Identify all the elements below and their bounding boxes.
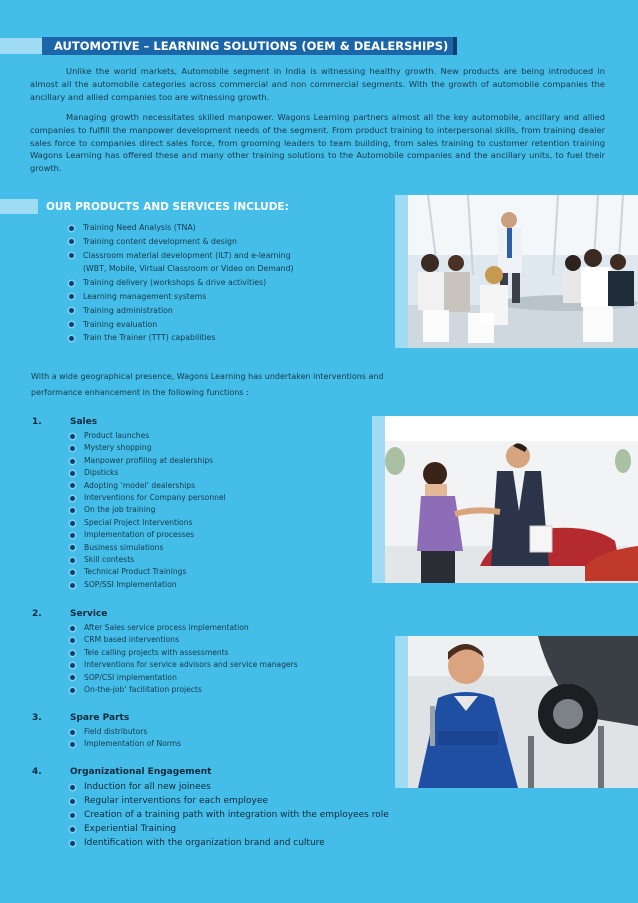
section-title-service: Service xyxy=(70,609,108,619)
spare-parts-list xyxy=(68,726,181,751)
list-item: Mystery shopping xyxy=(68,442,226,454)
list-item: Dipsticks xyxy=(68,467,226,479)
list-item: Manpower profiling at dealerships xyxy=(68,455,226,467)
list-item: Technical Product Trainings xyxy=(68,566,226,578)
list-item: CRM based interventions xyxy=(68,634,298,646)
list-item: Implementation of Norms xyxy=(68,738,181,750)
list-item: Business simulations xyxy=(68,542,226,554)
list-item: Regular interventions for each employee xyxy=(68,794,389,808)
photo-edge-strip xyxy=(395,636,408,788)
page-title: AUTOMOTIVE – LEARNING SOLUTIONS (OEM & DEALERSHIPS) xyxy=(42,37,457,55)
list-item: On the job training xyxy=(68,504,226,516)
section-number: 1. xyxy=(32,417,42,427)
list-item: Implementation of processes xyxy=(68,529,226,541)
list-item: On-the-job’ facilitation projects xyxy=(68,684,298,696)
list-item: SOP/SSI Implementation xyxy=(68,579,226,591)
intro-paragraph-2: Managing growth necessitates skilled manpower. Wagons Learning partners almost all the key automobile, ancillary and allied companies to fulfill the manpower development needs of the segment. From product training to interpersonal skills, from training dealer sales force to companies direct sales force, from grooming leaders to team building, from sales training to customer retention training Wagons Learning has offered these and many other training solutions to the Automobile companies and the ancillary units, to fuel their growth. xyxy=(30,112,605,174)
list-item: Training content development & design xyxy=(67,235,294,249)
intro-paragraph-1: Unlike the world markets, Automobile segment in India is witnessing healthy growth. New products are being introduced in almost all the automobile categories across commercial and non commercial segments. With the growth of automobile companies the ancillary and allied companies too are witnessing growth. xyxy=(30,66,605,102)
list-item: Tele calling projects with assessments xyxy=(68,647,298,659)
service-list xyxy=(68,622,298,696)
list-item: Interventions for service advisors and service managers xyxy=(68,659,298,671)
list-item: After Sales service process implementation xyxy=(68,622,298,634)
list-item: Creation of a training path with integration with the employees role xyxy=(68,808,389,822)
list-item: Adopting ‘model’ dealerships xyxy=(68,480,226,492)
presence-line-2: performance enhancement in the following functions : xyxy=(31,388,249,397)
list-item: SOP/CSI implementation xyxy=(68,672,298,684)
list-item: Experiential Training xyxy=(68,822,389,836)
list-item: Special Project Interventions xyxy=(68,517,226,529)
list-item: Identification with the organization brand and culture xyxy=(68,836,389,850)
list-item: Train the Trainer (TTT) capabilities xyxy=(67,331,294,345)
list-item: Training evaluation xyxy=(67,318,294,332)
list-item: Interventions for Company personnel xyxy=(68,492,226,504)
presence-intro xyxy=(31,369,384,401)
mechanic-photo xyxy=(408,636,638,788)
list-item: Training administration xyxy=(67,304,294,318)
section-title-spare-parts: Spare Parts xyxy=(70,713,130,723)
list-item: Classroom material development (ILT) and e-learning xyxy=(67,249,294,263)
classroom-training-photo xyxy=(408,195,638,348)
presence-line-1: With a wide geographical presence, Wagons Learning has undertaken interventions and xyxy=(31,372,384,381)
list-item: Training Need Analysis (TNA) xyxy=(67,221,294,235)
sales-list xyxy=(68,430,226,591)
header-accent-strip xyxy=(0,38,42,54)
list-item: Product launches xyxy=(68,430,226,442)
engagement-list xyxy=(68,780,389,850)
list-item-continuation: (WBT, Mobile, Virtual Classroom or Video on Demand) xyxy=(83,264,294,274)
list-item: Learning management systems xyxy=(67,290,294,304)
photo-edge-strip xyxy=(395,195,408,348)
section-number: 3. xyxy=(32,713,42,723)
list-item: Skill contests xyxy=(68,554,226,566)
products-title: OUR PRODUCTS AND SERVICES INCLUDE: xyxy=(46,201,289,213)
section-number: 2. xyxy=(32,609,42,619)
products-accent-strip xyxy=(0,199,38,214)
photo-edge-strip xyxy=(372,416,385,583)
list-item: Training delivery (workshops & drive activities) xyxy=(67,276,294,290)
dealership-handshake-photo xyxy=(385,416,638,583)
list-item: Field distributors xyxy=(68,726,181,738)
section-title-organizational-engagement: Organizational Engagement xyxy=(70,767,212,777)
list-item: Induction for all new joinees xyxy=(68,780,389,794)
section-number: 4. xyxy=(32,767,42,777)
section-title-sales: Sales xyxy=(70,417,98,427)
products-list xyxy=(67,221,294,345)
